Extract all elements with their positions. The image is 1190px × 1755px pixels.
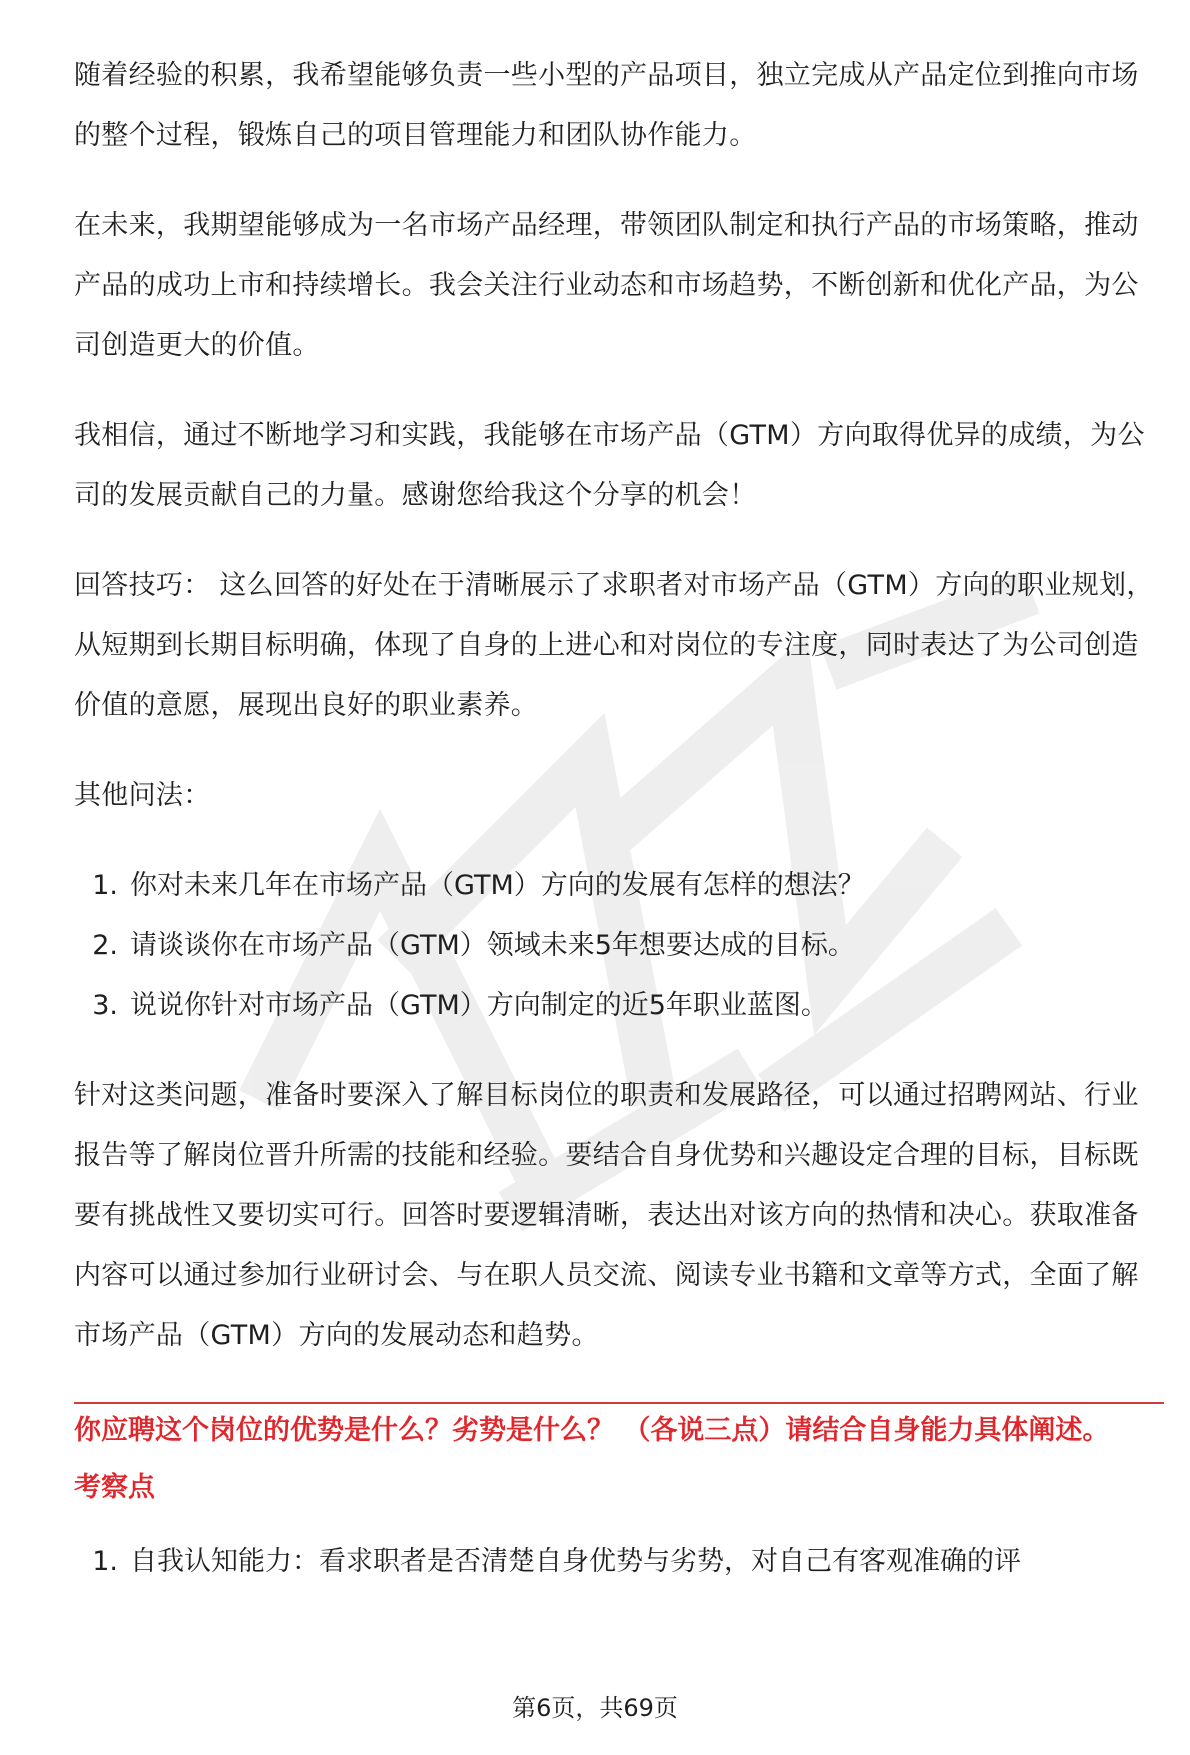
- paragraph-answer-tips: 回答技巧： 这么回答的好处在于清晰展示了求职者对市场产品（GTM）方向的职业规划，从短期到长期目标明确，体现了自身的上进心和对岗位的专注度，同时表达了为公司创造价值的意愿，展现出良好的职业素养。: [74, 570, 1154, 721]
- list-item-text: 说说你针对市场产品（GTM）方向制定的近5年职业蓝图。: [130, 990, 828, 1021]
- section-subhead: 考察点: [74, 1472, 155, 1503]
- list-item-number: 2.: [92, 930, 118, 961]
- page-footer: 第6页，共69页: [512, 1694, 678, 1722]
- list-item-text: 你对未来几年在市场产品（GTM）方向的发展有怎样的想法？: [130, 870, 865, 901]
- paragraph-experience: 随着经验的积累，我希望能够负责一些小型的产品项目，独立完成从产品定位到推向市场的整个过程，锻炼自己的项目管理能力和团队协作能力。: [74, 60, 1139, 151]
- list-item-text: 自我认知能力：看求职者是否清楚自身优势与劣势，对自己有客观准确的评: [130, 1546, 1021, 1577]
- section-divider: [74, 1402, 1164, 1404]
- other-questions-list: [74, 856, 1164, 1036]
- list-item-text: 请谈谈你在市场产品（GTM）领域未来5年想要达成的目标。: [130, 930, 855, 961]
- list-item-number: 1.: [92, 1546, 118, 1577]
- list-item: [74, 1532, 1164, 1592]
- list-item-number: 3.: [92, 990, 118, 1021]
- paragraph-future: 在未来，我期望能够成为一名市场产品经理，带领团队制定和执行产品的市场策略，推动产品的成功上市和持续增长。我会关注行业动态和市场趋势，不断创新和优化产品，为公司创造更大的价值。: [74, 210, 1139, 361]
- assessment-points-list: [74, 1532, 1164, 1592]
- list-item-number: 1.: [92, 870, 118, 901]
- list-item: [74, 976, 1164, 1036]
- document-page: [74, 46, 1164, 1622]
- paragraph-belief: 我相信，通过不断地学习和实践，我能够在市场产品（GTM）方向取得优异的成绩，为公司的发展贡献自己的力量。感谢您给我这个分享的机会！: [74, 420, 1145, 511]
- list-item: [74, 856, 1164, 916]
- list-item: [74, 916, 1164, 976]
- paragraph-other-questions-label: 其他问法：: [74, 780, 211, 811]
- question-title: 你应聘这个岗位的优势是什么？劣势是什么？ （各说三点）请结合自身能力具体阐述。: [74, 1415, 1110, 1446]
- paragraph-advice: 针对这类问题，准备时要深入了解目标岗位的职责和发展路径，可以通过招聘网站、行业报告等了解岗位晋升所需的技能和经验。要结合自身优势和兴趣设定合理的目标，目标既要有挑战性又要切实可行。回答时要逻辑清晰，表达出对该方向的热情和决心。获取准备内容可以通过参加行业研讨会、与在职人员交流、阅读专业书籍和文章等方式，全面了解市场产品（GTM）方向的发展动态和趋势。: [74, 1080, 1139, 1351]
